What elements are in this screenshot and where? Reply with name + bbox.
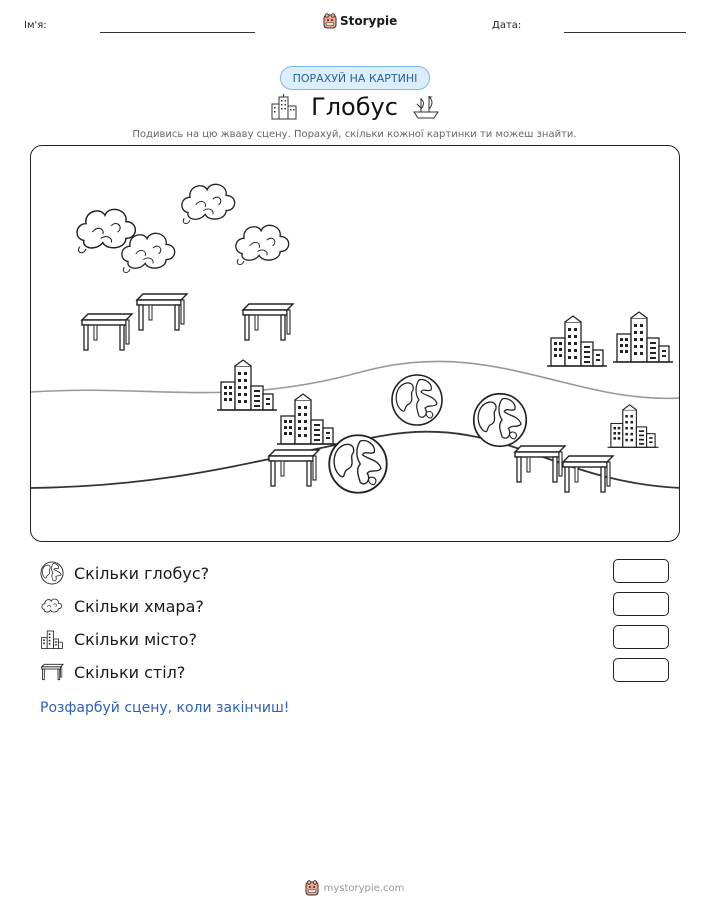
cloud <box>182 184 235 223</box>
name-label: Ім'я: <box>24 20 47 31</box>
date-label: Дата: <box>492 20 522 31</box>
cloud <box>77 209 135 252</box>
storypie-mascot-icon <box>323 13 337 29</box>
footer-url: mystorypie.com <box>323 882 405 894</box>
colouring-instruction: Розфарбуй сцену, коли закінчиш! <box>40 700 290 716</box>
storypie-logo <box>323 13 397 29</box>
globe <box>329 435 387 493</box>
ship-icon <box>412 94 440 120</box>
question-text: Скільки хмара? <box>74 596 204 616</box>
question-row <box>40 593 204 619</box>
table <box>243 304 293 340</box>
cloud-icon <box>40 594 64 618</box>
answer-box-table[interactable] <box>613 658 669 682</box>
count-badge: ПОРАХУЙ НА КАРТИНІ <box>280 66 430 90</box>
answer-box-city[interactable] <box>613 625 669 649</box>
globe <box>392 375 442 425</box>
table <box>515 446 565 482</box>
footer <box>0 880 709 896</box>
question-text: Скільки стіл? <box>74 662 186 682</box>
storypie-mascot-icon <box>305 880 319 896</box>
instructions: Подивись на цю жваву сцену. Порахуй, скільки кожної картинки ти можеш знайти. <box>132 129 577 140</box>
brand-name: Storypie <box>340 14 398 28</box>
city <box>613 312 673 362</box>
name-line[interactable] <box>100 32 255 33</box>
question-text: Скільки місто? <box>74 629 197 649</box>
table <box>563 456 613 492</box>
table <box>269 450 319 486</box>
question-row <box>40 659 185 685</box>
table <box>137 294 187 330</box>
scene-illustration <box>31 146 680 542</box>
answer-box-cloud[interactable] <box>613 592 669 616</box>
city <box>217 360 277 410</box>
table <box>82 314 132 350</box>
question-text: Скільки глобус? <box>74 563 210 583</box>
cloud <box>236 225 289 264</box>
scene-frame <box>30 145 680 542</box>
city <box>547 316 607 366</box>
answer-box-globe[interactable] <box>613 559 669 583</box>
globe-icon <box>40 561 64 585</box>
cloud <box>122 233 175 272</box>
table-icon <box>40 660 64 684</box>
date-line[interactable] <box>564 32 686 33</box>
city-icon <box>40 627 64 651</box>
page-title: Глобус <box>311 93 398 121</box>
question-row <box>40 560 209 586</box>
question-row <box>40 626 197 652</box>
city <box>608 405 659 448</box>
globe <box>474 394 527 447</box>
city <box>277 394 337 444</box>
